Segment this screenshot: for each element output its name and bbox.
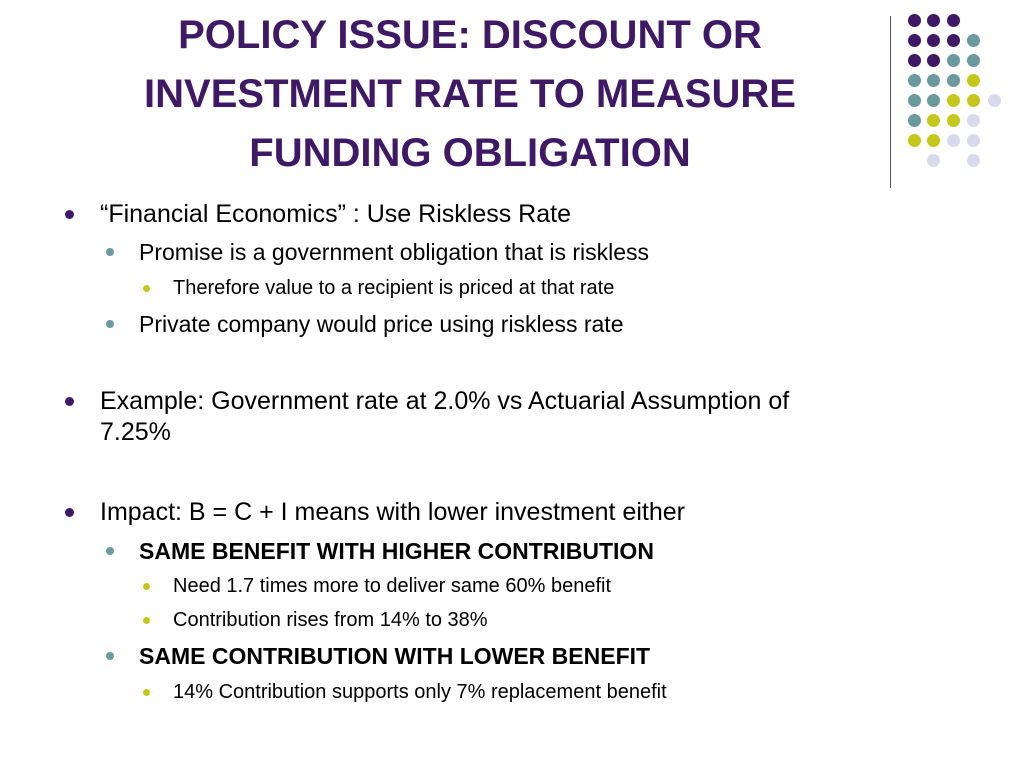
bullet-text: Need 1.7 times more to deliver same 60% benefit	[173, 575, 611, 597]
bullet-dot-icon	[143, 689, 150, 696]
bullet-dot-icon	[106, 547, 114, 555]
bullet-contribution-rises	[173, 608, 488, 632]
bullet-financial-economics	[100, 199, 571, 230]
bullet-text: “Financial Economics” : Use Riskless Rate	[100, 200, 571, 228]
bullet-text: Promise is a government obligation that is riskless	[139, 239, 650, 265]
bullet-dot-icon	[106, 248, 114, 256]
bullet-promise-riskless	[139, 238, 649, 266]
bullet-dot-icon	[143, 285, 150, 292]
bullet-text: SAME CONTRIBUTION WITH LOWER BENEFIT	[139, 643, 651, 669]
bullet-dot-icon	[143, 583, 150, 590]
bullet-text: Private company would price using riskless rate	[139, 311, 624, 337]
bullet-text: Contribution rises from 14% to 38%	[173, 609, 488, 631]
bullet-text: Therefore value to a recipient is priced at that rate	[173, 277, 615, 299]
bullet-same-contribution	[139, 642, 650, 670]
bullet-dot-icon	[65, 210, 74, 219]
bullet-same-benefit	[139, 537, 654, 565]
bullet-text: 14% Contribution supports only 7% replacement benefit	[173, 681, 667, 703]
bullet-therefore-value	[173, 276, 614, 300]
bullet-contribution-supports	[173, 680, 667, 704]
bullet-dot-icon	[106, 652, 114, 660]
bullet-dot-icon	[143, 617, 150, 624]
bullet-example-rate	[100, 386, 789, 448]
bullet-dot-icon	[65, 508, 74, 517]
bullet-dot-icon	[106, 320, 114, 328]
bullet-text: Impact: B = C + I means with lower investment either	[100, 498, 685, 526]
bullet-impact	[100, 497, 685, 528]
bullet-private-company	[139, 310, 623, 338]
bullet-dot-icon	[65, 397, 74, 406]
bullet-need-more	[173, 574, 611, 598]
title-line-1: POLICY ISSUE: DISCOUNT OR	[178, 13, 762, 57]
title-line-3: FUNDING OBLIGATION	[249, 131, 691, 175]
bullet-text: SAME BENEFIT WITH HIGHER CONTRIBUTION	[139, 538, 654, 564]
title-line-2: INVESTMENT RATE TO MEASURE	[144, 72, 796, 116]
bullet-text-line-2: 7.25%	[100, 418, 171, 446]
bullet-text-line-1: Example: Government rate at 2.0% vs Actuarial Assumption of	[100, 387, 790, 415]
